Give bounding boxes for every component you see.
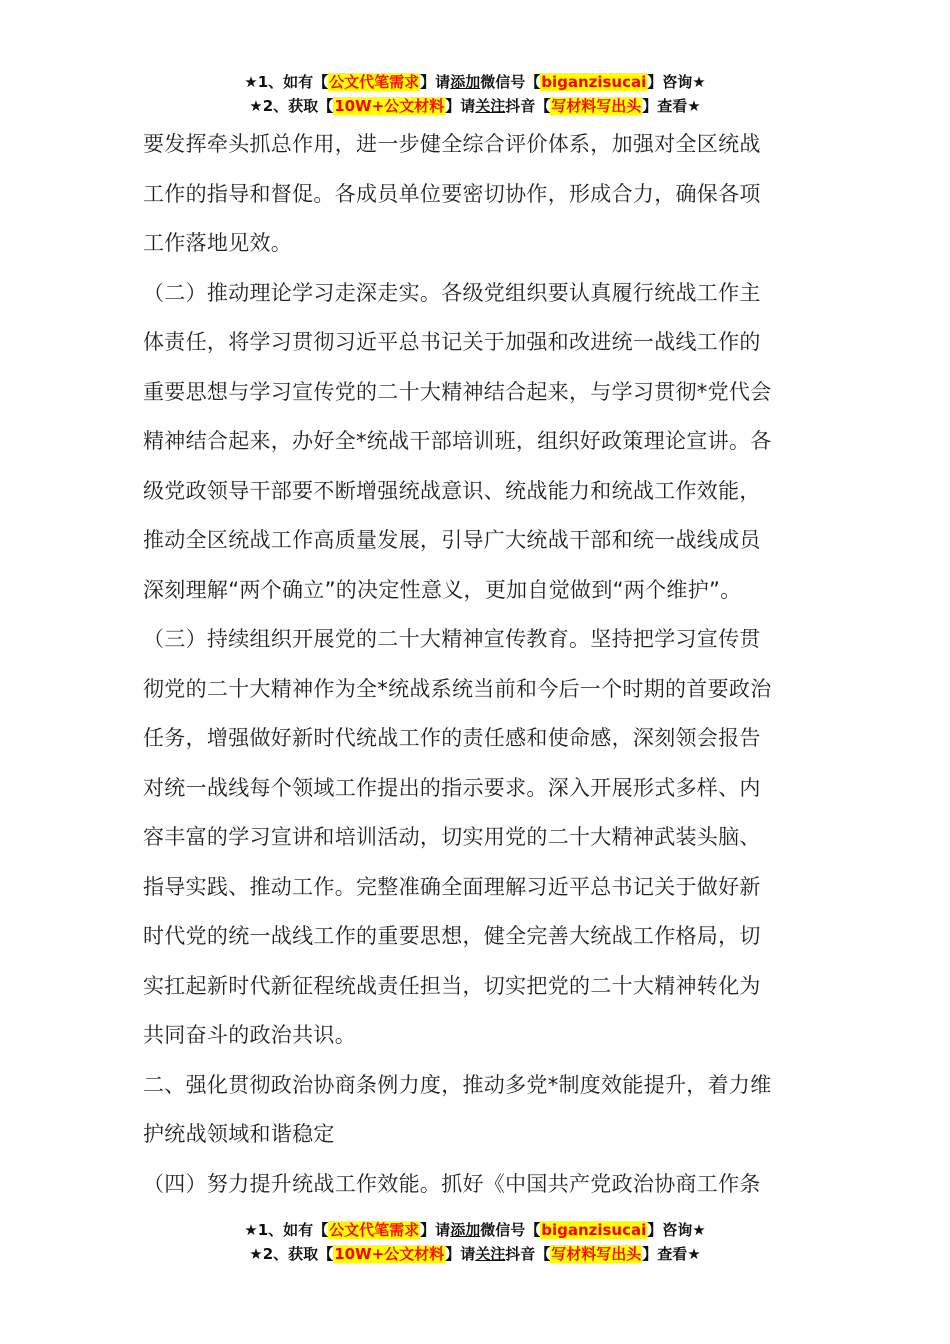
banner-text: 】请 <box>445 97 476 115</box>
banner-line-1 <box>0 70 950 94</box>
body-paragraph: （三）持续组织开展党的二十大精神宣传教育。坚持把学习宣传贯 彻党的二十大精神作为全*统战系统当前和今后一个时期的首要政治 任务，增强做好新时代统战工作的责任感和使命感，深刻领会报告 对统一战线每个领域工作提出的指示要求。深入开展形式多样、内 容丰富的学习宣讲和培训活动，切实用党的二十大精神武装头脑、 指导实践、推动工作。完整准确全面理解习近平总书记关于做好新 时代党的统一战线工作的重要思想，健全完善大统战工作格局，切 实扛起新时代新征程统战责任担当，切实把党的二十大精神转化为 共同奋斗的政治共识。 <box>143 627 772 1047</box>
banner-line-2 <box>0 94 950 118</box>
banner-text: 抖音【 <box>505 97 551 115</box>
banner-emphasis: 添加 <box>450 1221 481 1239</box>
banner-highlight: biganzisucai <box>541 73 647 91</box>
banner-text: ★2、获取【 <box>249 1245 334 1263</box>
banner-text: 】请 <box>420 73 451 91</box>
banner-text: 】咨询★ <box>647 73 706 91</box>
body-paragraph: 要发挥牵头抓总作用，进一步健全综合评价体系，加强对全区统战 工作的指导和督促。各成员单位要密切协作，形成合力，确保各项 工作落地见效。 <box>143 132 761 255</box>
document-body <box>143 120 811 1209</box>
footer-banner <box>0 1218 950 1266</box>
banner-emphasis: 关注 <box>475 97 506 115</box>
banner-text: 抖音【 <box>505 1245 551 1263</box>
banner-text: 】请 <box>420 1221 451 1239</box>
body-paragraph: （二）推动理论学习走深走实。各级党组织要认真履行统战工作主 体责任，将学习贯彻习近平总书记关于加强和改进统一战线工作的 重要思想与学习宣传党的二十大精神结合起来，与学习贯彻*党代会 精神结合起来，办好全*统战干部培训班，组织好政策理论宣讲。各 级党政领导干部要不断增强统战意识、统战能力和统战工作效能， 推动全区统战工作高质量发展，引导广大统战干部和统一战线成员 深刻理解“两个确立”的决定性意义，更加自觉做到“两个维护”。 <box>143 280 772 602</box>
banner-text: 微信号【 <box>480 1221 541 1239</box>
section-heading: 二、强化贯彻政治协商条例力度，推动多党*制度效能提升，着力维 护统战领域和谐稳定 <box>143 1072 772 1146</box>
banner-highlight: 写材料写出头 <box>551 1245 642 1263</box>
banner-emphasis: 关注 <box>475 1245 506 1263</box>
banner-text: ★1、如有【 <box>244 73 329 91</box>
header-banner <box>0 70 950 118</box>
banner-highlight: 10W+公文材料 <box>334 1245 445 1263</box>
body-paragraph: （四）努力提升统战工作效能。抓好《中国共产党政治协商工作条 <box>143 1171 761 1196</box>
banner-text: 】请 <box>445 1245 476 1263</box>
banner-line-2 <box>0 1242 950 1266</box>
banner-text: ★2、获取【 <box>249 97 334 115</box>
banner-line-1 <box>0 1218 950 1242</box>
banner-highlight: 公文代笔需求 <box>329 73 420 91</box>
banner-highlight: 10W+公文材料 <box>334 97 445 115</box>
banner-highlight: 写材料写出头 <box>551 97 642 115</box>
banner-text: 】咨询★ <box>647 1221 706 1239</box>
banner-emphasis: 添加 <box>450 73 481 91</box>
banner-highlight: biganzisucai <box>541 1221 647 1239</box>
banner-highlight: 公文代笔需求 <box>329 1221 420 1239</box>
banner-text: 】查看★ <box>642 1245 701 1263</box>
banner-text: 微信号【 <box>480 73 541 91</box>
banner-text: ★1、如有【 <box>244 1221 329 1239</box>
banner-text: 】查看★ <box>642 97 701 115</box>
